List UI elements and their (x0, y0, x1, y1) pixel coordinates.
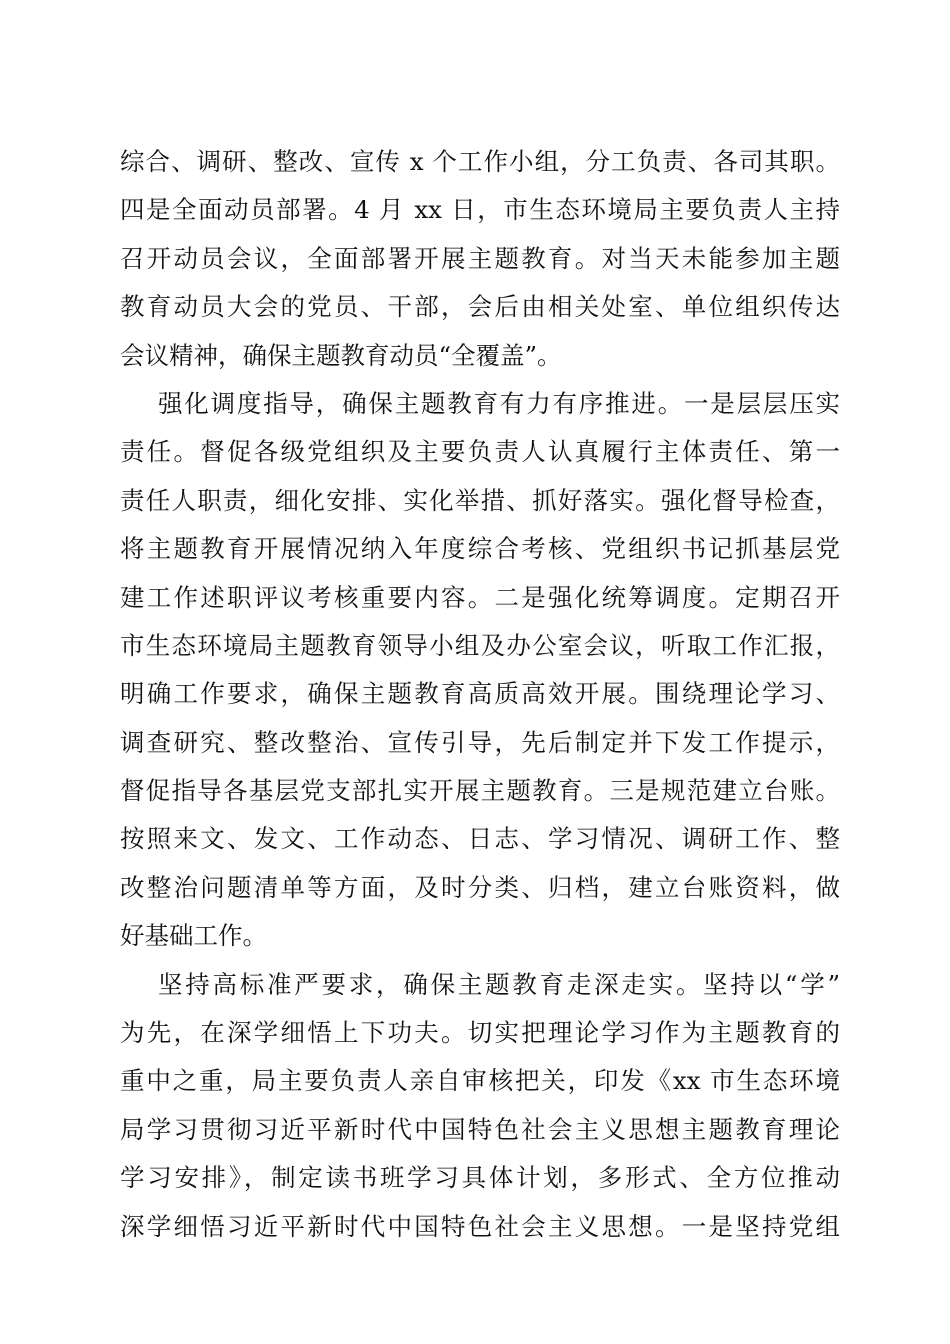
document-body (120, 138, 840, 1251)
paragraph-2-line-7: 明确工作要求，确保主题教育高质高效开展。围绕理论学习、 (120, 679, 840, 709)
paragraph-2-line-12: 好基础工作。 (120, 921, 267, 951)
paragraph-2-line-5: 建工作述职评议考核重要内容。二是强化统筹调度。定期召开 (120, 582, 840, 612)
paragraph-1-line-3: 召开动员会议，全面部署开展主题教育。对当天未能参加主题 (120, 243, 840, 273)
paragraph-2-line-2: 责任。督促各级党组织及主要负责人认真履行主体责任、第一 (120, 437, 840, 467)
paragraph-3-line-6: 深学细悟习近平新时代中国特色社会主义思想。一是坚持党组 (120, 1211, 840, 1241)
paragraph-2-line-3: 责任人职责，细化安排、实化举措、抓好落实。强化督导检查， (120, 485, 840, 515)
paragraph-3-line-2: 为先，在深学细悟上下功夫。切实把理论学习作为主题教育的 (120, 1018, 840, 1048)
paragraph-2-line-11: 改整治问题清单等方面，及时分类、归档，建立台账资料，做 (120, 872, 840, 902)
paragraph-2-line-10: 按照来文、发文、工作动态、日志、学习情况、调研工作、整 (120, 824, 840, 854)
paragraph-1-line-2: 四是全面动员部署。4 月 xx 日，市生态环境局主要负责人主持 (120, 195, 840, 225)
paragraph-2-line-6: 市生态环境局主题教育领导小组及办公室会议，听取工作汇报， (120, 630, 840, 660)
paragraph-3-line-4: 局学习贯彻习近平新时代中国特色社会主义思想主题教育理论 (120, 1114, 840, 1144)
paragraph-2-line-9: 督促指导各基层党支部扎实开展主题教育。三是规范建立台账。 (120, 776, 840, 806)
paragraph-1-line-4: 教育动员大会的党员、干部，会后由相关处室、单位组织传达 (120, 292, 840, 322)
paragraph-3-line-5: 学习安排》，制定读书班学习具体计划，多形式、全方位推动 (120, 1163, 840, 1193)
paragraph-2-line-1: 强化调度指导，确保主题教育有力有序推进。一是层层压实 (158, 388, 840, 418)
paragraph-3-line-3: 重中之重，局主要负责人亲自审核把关，印发《xx 市生态环境 (120, 1066, 840, 1096)
paragraph-2-line-8: 调查研究、整改整治、宣传引导，先后制定并下发工作提示， (120, 727, 840, 757)
paragraph-2-line-4: 将主题教育开展情况纳入年度综合考核、党组织书记抓基层党 (120, 534, 840, 564)
paragraph-1-line-5: 会议精神，确保主题教育动员“全覆盖”。 (120, 340, 562, 370)
paragraph-1-line-1: 综合、调研、整改、宣传 x 个工作小组，分工负责、各司其职。 (120, 147, 840, 176)
paragraph-3-line-1: 坚持高标准严要求，确保主题教育走深走实。坚持以“学” (158, 969, 840, 999)
